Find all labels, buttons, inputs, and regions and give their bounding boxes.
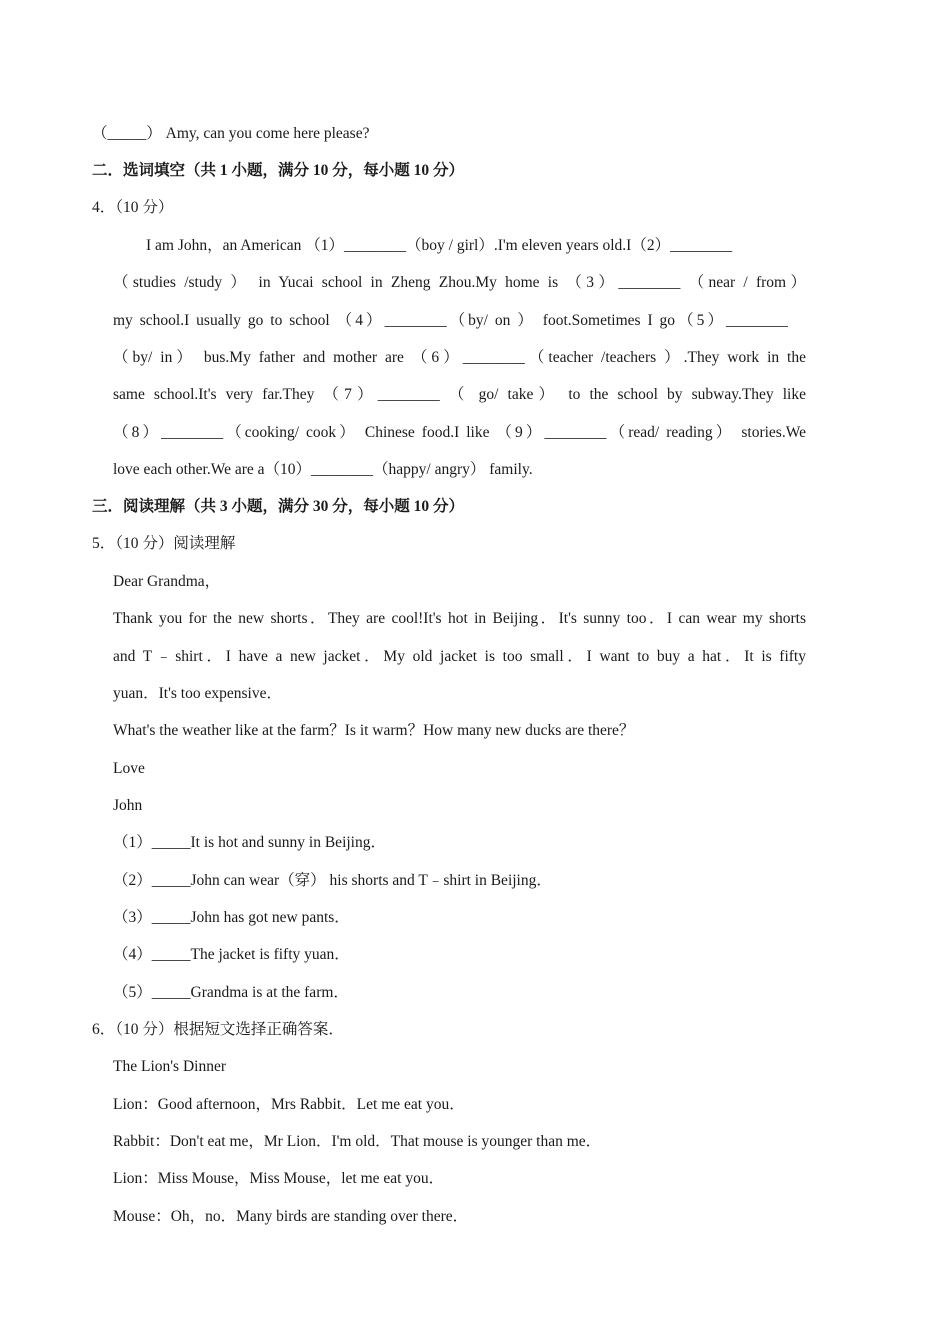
tf-item-number: （4） bbox=[113, 946, 152, 963]
letter-body-line-2: and T﹣shirt．I have a new jacket．My old jacket is too small．I want to buy a hat．It is fifty bbox=[113, 648, 806, 665]
q4-line-5: same school.It's very far.They （7）________ （ go/ take） to the school by subway.They like bbox=[113, 386, 806, 403]
letter-closing: Love bbox=[113, 760, 145, 777]
q4-label: 4．（10 分） bbox=[92, 199, 174, 216]
tf-answer-blank[interactable]: _____ bbox=[151, 946, 191, 963]
tf-item-1 bbox=[113, 833, 386, 853]
top-question: （_____） Amy, can you come here please? bbox=[92, 125, 370, 142]
tf-answer-blank[interactable]: _____ bbox=[151, 872, 191, 889]
tf-answer-blank[interactable]: _____ bbox=[151, 984, 191, 1001]
tf-item-number: （3） bbox=[113, 909, 152, 926]
q4-line-7: love each other.We are a（10）________（happy/ angry） family. bbox=[113, 461, 533, 478]
q6-label: 6．（10 分）根据短文选择正确答案． bbox=[92, 1021, 344, 1038]
q5-label: 5．（10 分）阅读理解 bbox=[92, 535, 236, 552]
letter-body-line-3: yuan．It's too expensive． bbox=[113, 685, 282, 702]
q4-line-3: my school.I usually go to school （4）________（by/ on ） foot.Sometimes I go（5）________ bbox=[113, 312, 788, 329]
tf-item-text: It is hot and sunny in Beijing． bbox=[190, 834, 386, 851]
section2-heading: 二．选词填空（共 1 小题，满分 10 分，每小题 10 分） bbox=[92, 162, 465, 179]
tf-item-text: John can wear（穿） his shorts and T﹣shirt in Beijing． bbox=[190, 872, 552, 889]
tf-item-text: Grandma is at the farm． bbox=[190, 984, 349, 1001]
tf-item-text: The jacket is fifty yuan． bbox=[190, 946, 350, 963]
q4-line-2: （studies /study ） in Yucai school in Zheng Zhou.My home is （3）________ （near / from） bbox=[113, 274, 806, 291]
section3-heading: 三．阅读理解（共 3 小题，满分 30 分，每小题 10 分） bbox=[92, 498, 465, 515]
q4-line-1: I am John，an American （1）________（boy / girl）.I'm eleven years old.I（2）________ bbox=[146, 237, 733, 254]
tf-answer-blank[interactable]: _____ bbox=[151, 909, 191, 926]
story-title: The Lion's Dinner bbox=[113, 1058, 226, 1075]
q4-line-6: （8）________（cooking/ cook） Chinese food.I like （9）________（read/ reading） stories.We bbox=[113, 424, 806, 441]
q4-line-4: （by/ in） bus.My father and mother are （6）________（teacher /teachers ）.They work in the bbox=[113, 349, 806, 366]
letter-questions: What's the weather like at the farm？Is it warm？How many new ducks are there？ bbox=[113, 722, 635, 739]
tf-item-number: （5） bbox=[113, 984, 152, 1001]
tf-item-text: John has got new pants． bbox=[190, 909, 350, 926]
tf-item-number: （2） bbox=[113, 872, 152, 889]
dialogue-line-4: Mouse：Oh，no．Many birds are standing over there． bbox=[113, 1208, 469, 1225]
dialogue-line-2: Rabbit：Don't eat me，Mr Lion．I'm old．That mouse is younger than me． bbox=[113, 1133, 602, 1150]
tf-item-3 bbox=[113, 908, 350, 928]
letter-greeting: Dear Grandma， bbox=[113, 573, 221, 590]
dialogue-line-1: Lion：Good afternoon，Mrs Rabbit．Let me eat you． bbox=[113, 1096, 465, 1113]
tf-item-5 bbox=[113, 983, 349, 1003]
dialogue-line-3: Lion：Miss Mouse，Miss Mouse，let me eat you． bbox=[113, 1170, 445, 1187]
letter-body-line-1: Thank you for the new shorts．They are cool!It's hot in Beijing．It's sunny too．I can wear my shorts bbox=[113, 610, 806, 627]
tf-item-number: （1） bbox=[113, 834, 152, 851]
tf-answer-blank[interactable]: _____ bbox=[151, 834, 191, 851]
tf-item-2 bbox=[113, 871, 552, 891]
letter-signature: John bbox=[113, 797, 143, 814]
tf-item-4 bbox=[113, 945, 350, 965]
